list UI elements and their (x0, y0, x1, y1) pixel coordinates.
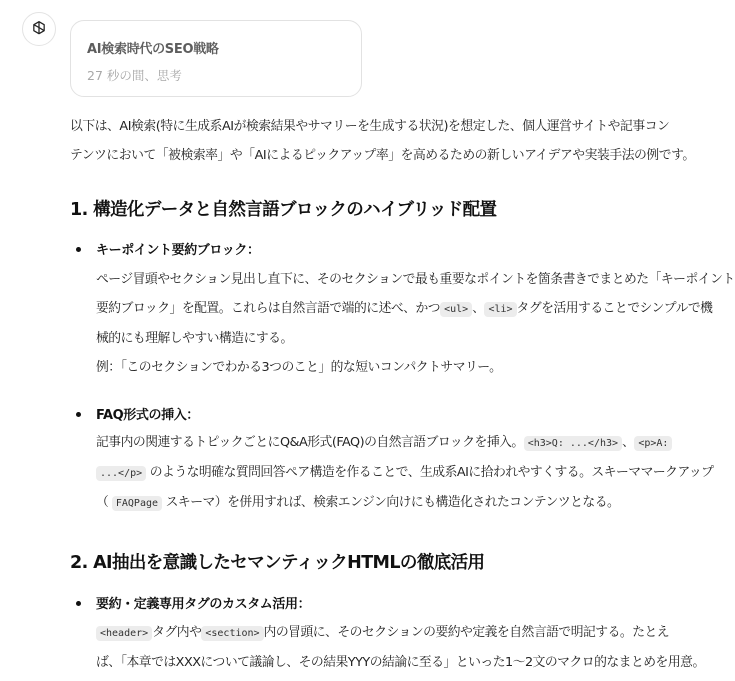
openai-logo-icon (29, 19, 49, 39)
text-run: スキーマ）を併用すれば、検索エンジン向けにも構造化されたコンテンツとなる。 (165, 495, 620, 510)
assistant-avatar (22, 12, 56, 46)
text-run: 、 (622, 435, 635, 450)
body-line: 械的にも理解しやすい構造にする。 (96, 331, 293, 346)
inline-code: <li> (484, 302, 516, 317)
section-heading: 2. AI抽出を意識したセマンティックHTMLの徹底活用 (70, 553, 485, 573)
text-run: （ (96, 495, 109, 510)
bullet-dot (76, 601, 81, 606)
intro-paragraph (70, 112, 695, 170)
intro-line: テンツにおいて「被検索率」や「AIによるピックアップ率」を高めるための新しいアイデアや実装手法の例です。 (70, 148, 695, 163)
body-line: ページ冒頭やセクション見出し直下に、そのセクションで最も重要なポイントを箇条書きでまとめた「キーポイント (96, 272, 735, 287)
inline-code: <section> (201, 626, 263, 641)
bullet-dot (76, 412, 81, 417)
text-run: 、 (472, 301, 485, 316)
body-line: ば、「本章ではXXXについて議論し、その結果YYYの結論に至る」といった1〜2文のマクロ的なまとめを用意。 (96, 655, 705, 670)
body-line (96, 428, 669, 458)
inline-code: <p>A: (634, 436, 672, 451)
text-run: 要約ブロック」を配置。これらは自然言語で端的に述べ、かつ (96, 301, 441, 316)
bullet-dot (76, 247, 81, 252)
text-run: タグを活用することでシンプルで機 (516, 301, 713, 316)
text-run: 記事内の関連するトピックごとにQ&A形式(FAQ)の自然言語ブロックを挿入。 (96, 435, 524, 450)
list-item-title: キーポイント要約ブロック： (96, 243, 260, 258)
thinking-duration: 27 秒の間、思考 (87, 68, 182, 83)
list-item-body (96, 428, 714, 518)
body-line (96, 618, 670, 648)
inline-code: <ul> (440, 302, 472, 317)
text-run: 内の冒頭に、そのセクションの要約や定義を自然言語で明記する。たとえ (263, 625, 670, 640)
body-line (96, 294, 713, 324)
intro-line: 以下は、AI検索(特に生成系AIが検索結果やサマリーを生成する状況)を想定した、個人運営サイトや記事コン (70, 119, 670, 134)
body-line (96, 458, 714, 488)
thinking-title: AI検索時代のSEO戦略 (87, 42, 219, 57)
list-item-title: FAQ形式の挿入： (96, 408, 199, 423)
inline-code: <header> (96, 626, 152, 641)
body-line (96, 488, 621, 518)
body-line: 例：「このセクションでわかる3つのこと」的な短いコンパクトサマリー。 (96, 360, 502, 375)
list-item-title: 要約・定義専用タグのカスタム活用： (96, 597, 311, 612)
text-run: のような明確な質問回答ペア構造を作ることで、生成系AIに拾われやすくする。スキーママークアップ (149, 465, 714, 480)
inline-code: ...</p> (96, 466, 146, 481)
text-run: タグ内や (152, 625, 202, 640)
list-item-body (96, 618, 705, 677)
inline-code: FAQPage (112, 496, 162, 511)
inline-code: <h3>Q: ...</h3> (524, 436, 622, 451)
list-item-body (96, 265, 735, 382)
section-heading: 1. 構造化データと自然言語ブロックのハイブリッド配置 (70, 200, 497, 220)
thinking-summary-card[interactable] (70, 20, 362, 97)
